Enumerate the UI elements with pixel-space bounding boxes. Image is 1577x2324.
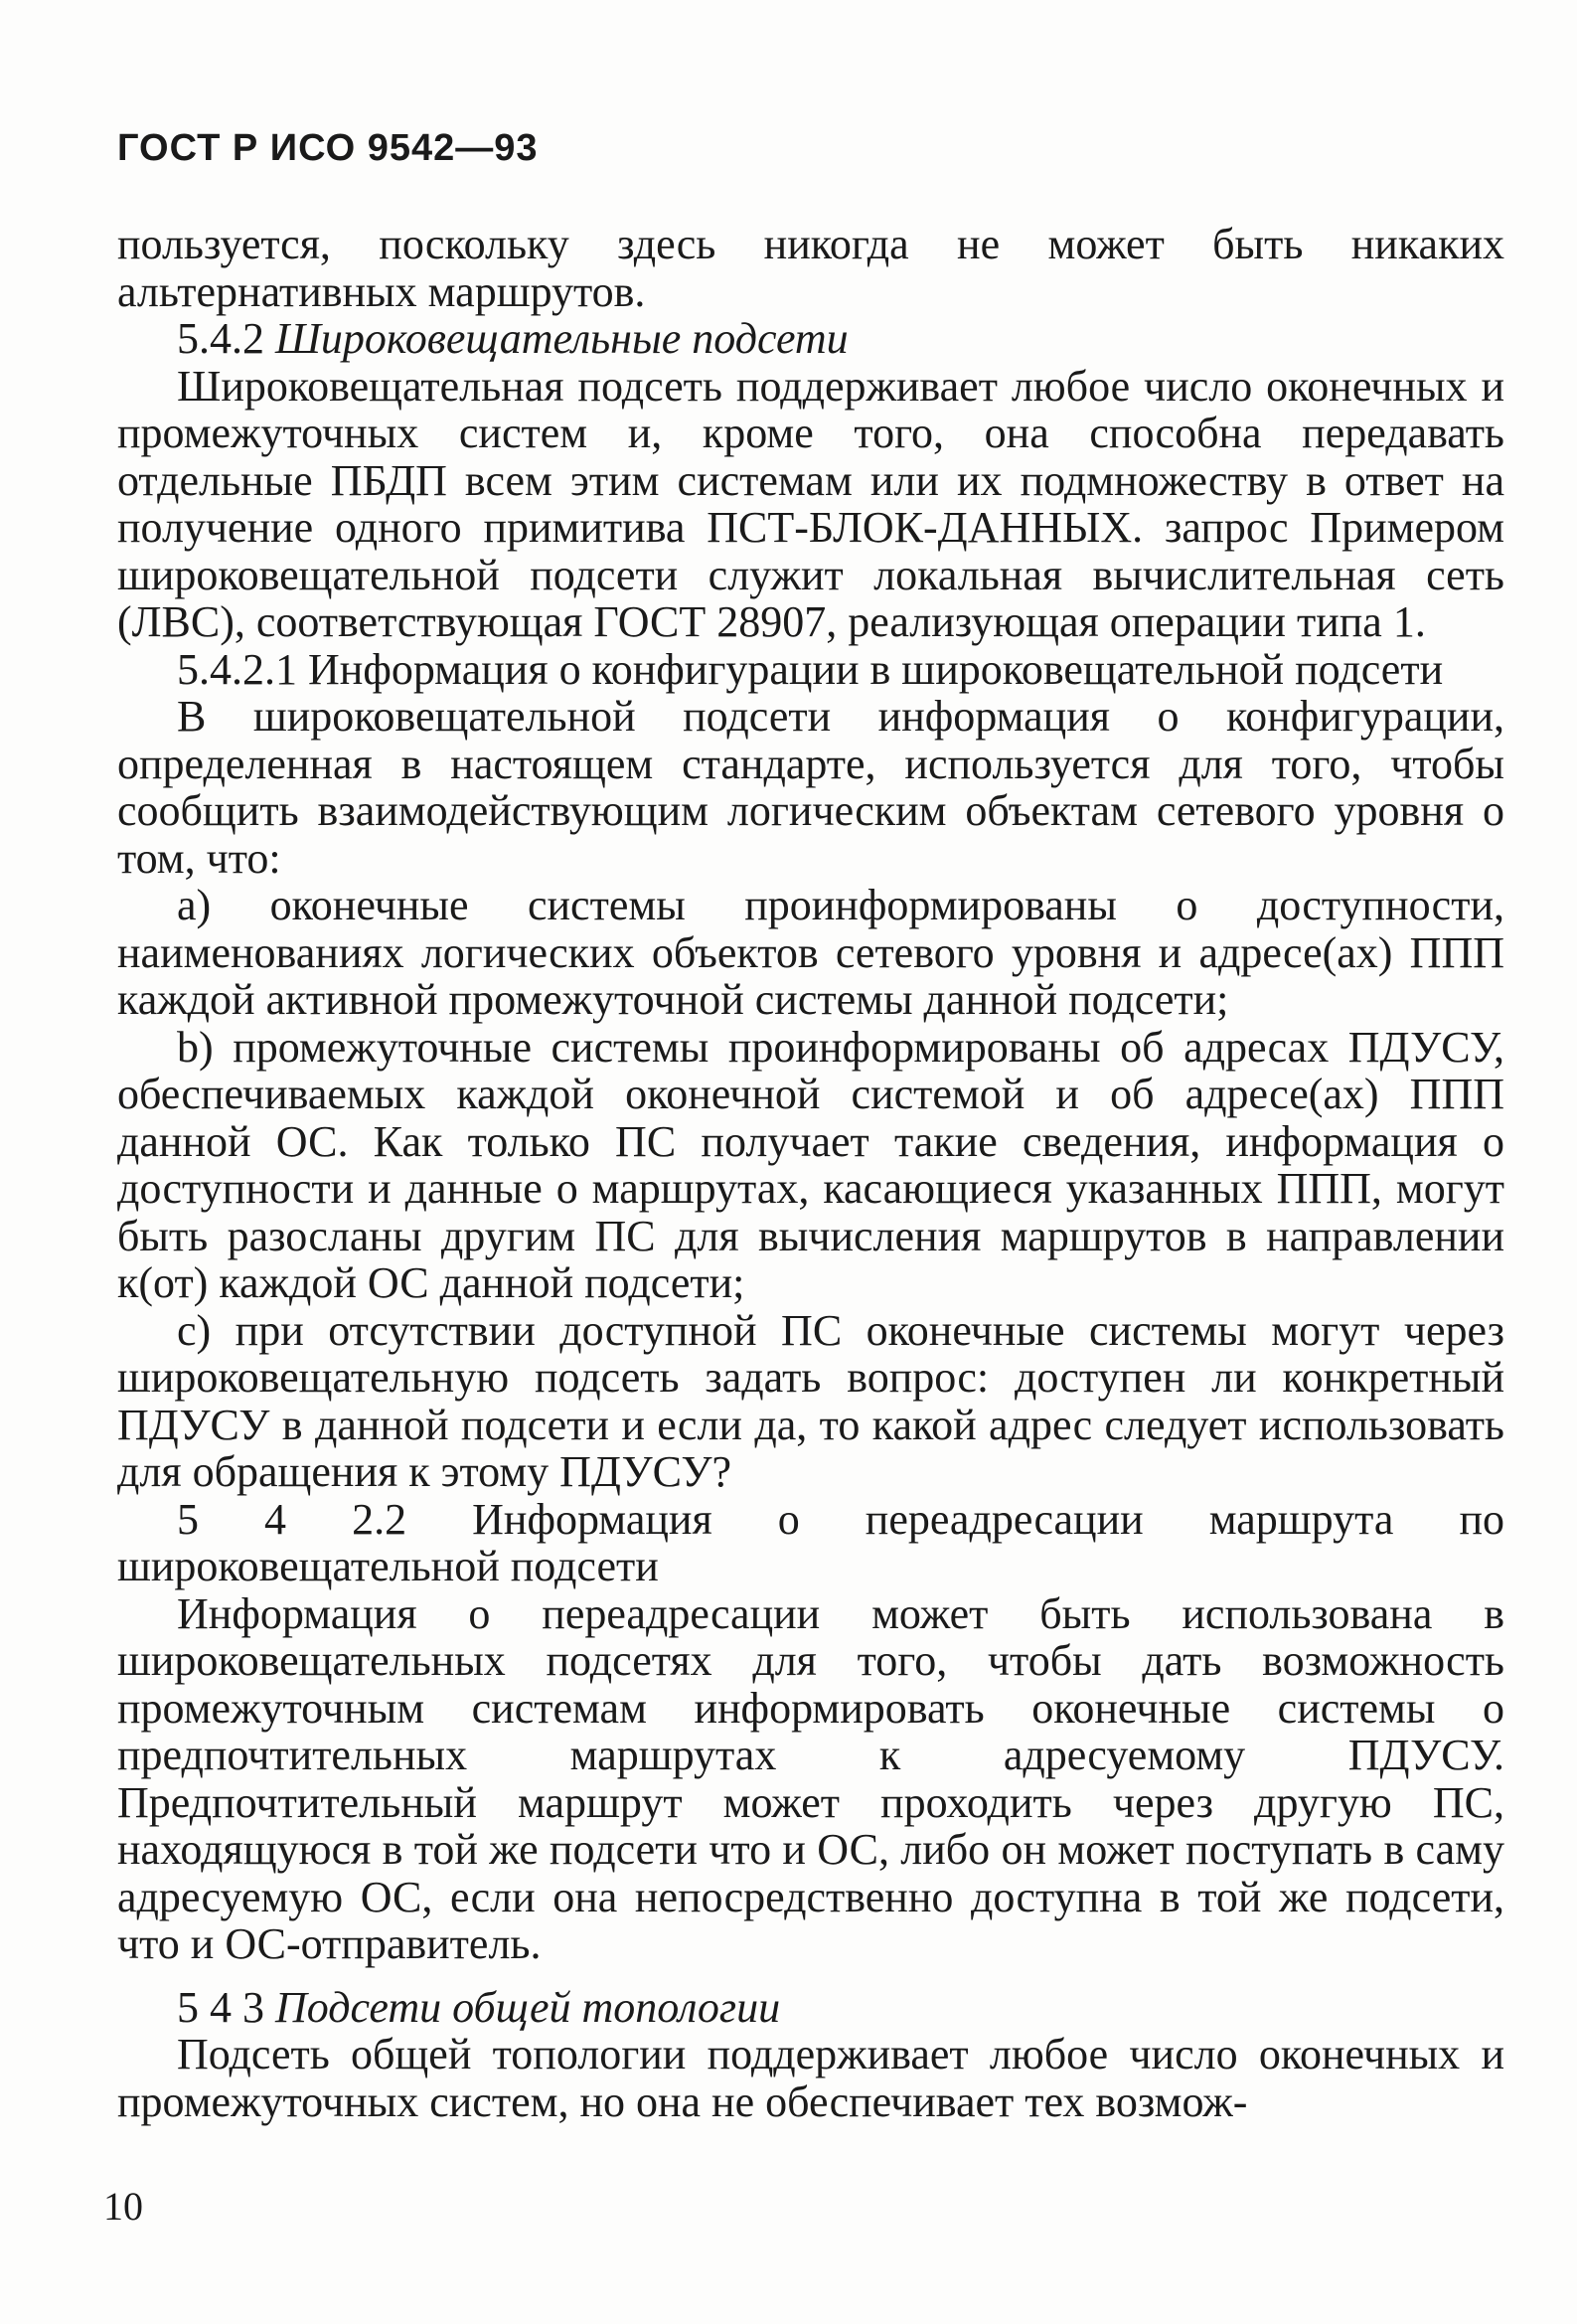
list-item-a: а) оконечные системы проинформированы о доступности, наименованиях логических объектов сетевого уровня и адресе(ах) ППП каждой активной промежуточной системы данной подсети; xyxy=(117,881,1504,1024)
list-item-c: с) при отсутствии доступной ПС оконечные системы могут через широковещательную подсеть задать вопрос: доступен ли конкретный ПДУСУ в данной подсети и если да, то какой адрес следует использовать для обращения к этому ПДУСУ? xyxy=(117,1305,1504,1496)
paragraph: Широковещательная подсеть поддерживает любое число оконечных и промежуточных систем и, кроме того, она способна передавать отдельные ПБДП всем этим системам или их подмножеству в ответ на получение одного примитива ПСТ-БЛОК-ДАННЫХ. запрос Примером широковещательной подсети служит локальная вычислительная сеть (ЛВС), соответствующая ГОСТ 28907, реализующая операции типа 1. xyxy=(117,361,1504,646)
list-item-b: b) промежуточные системы проинформированы об адресах ПДУСУ, обеспечиваемых каждой оконечной системой и об адресе(ах) ППП данной ОС. Как только ПС получает такие сведения, информация о доступности и данные о маршрутах, касающиеся указанных ППП, могут быть разосланы другим ПС для вычисления маршрутов в направлении к(от) каждой ОС данной подсети; xyxy=(117,1022,1504,1307)
page-number: 10 xyxy=(103,2184,143,2229)
section-heading-5-4-3 xyxy=(117,1984,1504,2032)
paragraph: Подсеть общей топологии поддерживает любое число оконечных и промежуточных систем, но она не обеспечивает тех возмож- xyxy=(117,2030,1504,2126)
section-number: 5.4.2 xyxy=(177,314,264,363)
section-heading-5-4-2-1: 5.4.2.1 Информация о конфигурации в широковещательной подсети xyxy=(177,644,1444,694)
section-title: Подсети общей топологии xyxy=(275,1982,781,2032)
section-title: Широковещательные подсети xyxy=(275,314,849,363)
page-header: ГОСТ Р ИСО 9542—93 xyxy=(117,127,539,169)
section-number: 5 4 3 xyxy=(177,1982,264,2032)
paragraph: Информация о переадресации может быть использована в широковещательных подсетях для того, чтобы дать возможность промежуточным системам информировать оконечные системы о предпочтительных маршрутах к адресуемому ПДУСУ. Предпочтительный маршрут может проходить через другую ПС, находящуюся в той же подсети что и ОС, либо он может поступать в саму адресуемую ОС, если она непосредственно доступна в той же подсети, что и ОС-отправитель. xyxy=(117,1588,1504,1968)
body-text xyxy=(117,221,1504,2125)
section-heading-5-4-2-2: 5 4 2.2 Информация о переадресации маршрута по широковещательной подсети xyxy=(117,1494,1504,1590)
section-heading-5-4-2 xyxy=(117,315,1504,363)
paragraph: пользуется, поскольку здесь никогда не может быть никаких альтернативных маршрутов. xyxy=(117,220,1504,316)
paragraph: В широковещательной подсети информация о конфигурации, определенная в настоящем стандарте, используется для того, чтобы сообщить взаимодействующим логическим объектам сетевого уровня о том, что: xyxy=(117,692,1504,883)
